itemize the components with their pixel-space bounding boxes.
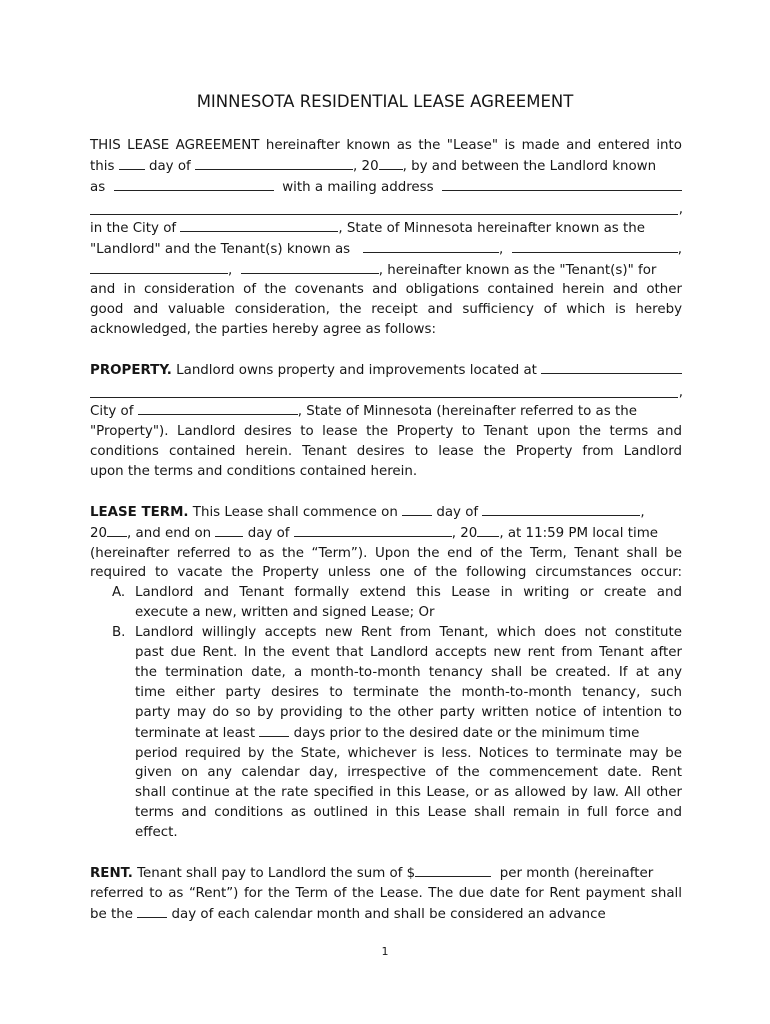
intro-line-10: acknowledged, the parties hereby agree as follows: <box>90 322 436 338</box>
document-body <box>90 136 682 925</box>
commence-year-blank[interactable] <box>107 523 127 537</box>
rent-section <box>90 863 682 925</box>
property-heading: PROPERTY. <box>90 363 172 379</box>
rent-heading: RENT. <box>90 866 133 882</box>
lease-term-line-1: LEASE TERM. This Lease shall commence on day of , <box>90 502 682 523</box>
lease-term-line-3: (hereinafter referred to as the “Term”). Upon the end of the Term, Tenant shall be <box>90 545 682 561</box>
lease-term-conditions-list <box>90 583 682 843</box>
intro-line-5: in the City of , State of Minnesota hereinafter known as the <box>90 218 682 239</box>
intro-line-2: this day of , 20 , by and between the Landlord known <box>90 156 682 177</box>
property-line-5: conditions contained herein. Tenant desires to lease the Property from Landlord <box>90 443 682 459</box>
rent-amount-blank[interactable] <box>415 863 491 877</box>
lease-month-blank[interactable] <box>195 156 353 170</box>
notice-days-line: terminate at least days prior to the desired date or the minimum time <box>135 723 682 744</box>
property-address-blank[interactable] <box>541 360 682 374</box>
end-year-blank[interactable] <box>477 523 499 537</box>
property-line-3: City of , State of Minnesota (hereinafter referred to as the <box>90 401 682 422</box>
rent-line-3: be the day of each calendar month and shall be considered an advance <box>90 904 682 925</box>
intro-line-7: , , hereinafter known as the "Tenant(s)" for <box>90 260 682 281</box>
intro-line-9: good and valuable consideration, the receipt and sufficiency of which is hereby <box>90 302 682 318</box>
condition-item-b: B. Landlord willingly accepts new Rent from Tenant, which does not constitute past due Rent. In the event that Landlord accepts new rent from Tenant after the termination date, a month-to-month tenancy shall be created. If at any time either party desires to terminate the month-to-month tenancy, such party may do so by providing to the other party written notice of intention to terminate at least days prior to the desired date or the minimum time period required by the State, whichever is less. Notices to terminate may be given on any calendar day, irrespective of the commencement date. Rent shall continue at the rate specified in this Lease, or as allowed by law. All other terms and conditions as outlined in this Lease shall remain in full force and effect. <box>112 625 682 841</box>
lease-year-blank[interactable] <box>379 156 403 170</box>
property-line-1: PROPERTY. Landlord owns property and improvements located at <box>90 360 682 381</box>
end-day-blank[interactable] <box>215 523 243 537</box>
intro-section <box>90 136 682 340</box>
condition-marker-a: A. <box>112 585 126 601</box>
notice-days-blank[interactable] <box>259 723 289 737</box>
lease-term-heading: LEASE TERM. <box>90 504 189 520</box>
commence-month-blank[interactable] <box>482 502 640 516</box>
tenant-name-blank-2[interactable] <box>512 239 678 253</box>
landlord-address-blank-2[interactable]: , <box>90 198 678 215</box>
property-line-4: "Property"). Landlord desires to lease the Property to Tenant upon the terms and <box>90 423 682 439</box>
property-section <box>90 360 682 482</box>
lease-term-section <box>90 502 682 843</box>
landlord-address-blank[interactable] <box>442 177 682 191</box>
tenant-name-blank-3[interactable] <box>90 260 228 274</box>
tenant-name-blank-4[interactable] <box>241 260 379 274</box>
rent-line-2: referred to as “Rent”) for the Term of the Lease. The due date for Rent payment shall <box>90 886 682 901</box>
property-address-blank-2[interactable]: , <box>90 381 678 398</box>
lease-term-line-4: required to vacate the Property unless one of the following circumstances occur: <box>90 565 682 581</box>
commence-day-blank[interactable] <box>402 502 432 516</box>
document-title: MINNESOTA RESIDENTIAL LEASE AGREEMENT <box>196 92 574 111</box>
property-line-6: upon the terms and conditions contained herein. <box>90 463 418 479</box>
condition-marker-b: B. <box>112 625 126 641</box>
intro-line-1: THIS LEASE AGREEMENT hereinafter known as the "Lease" is made and entered into <box>90 138 682 153</box>
lease-day-blank[interactable] <box>119 156 145 170</box>
property-city-blank[interactable] <box>138 401 298 415</box>
tenant-name-blank-1[interactable] <box>363 239 499 253</box>
end-month-blank[interactable] <box>294 523 452 537</box>
landlord-city-blank[interactable] <box>180 218 338 232</box>
lease-term-line-2: 20 , and end on day of , 20 , at 11:59 PM local time <box>90 523 682 544</box>
intro-line-6: "Landlord" and the Tenant(s) known as , , <box>90 239 682 260</box>
rent-due-day-blank[interactable] <box>137 904 167 918</box>
condition-item-a: A. Landlord and Tenant formally extend this Lease in writing or create and execute a new, written and signed Lease; Or <box>112 585 682 621</box>
intro-line-8: and in consideration of the covenants and obligations contained herein and other <box>90 282 682 298</box>
page-number: 1 <box>381 945 389 958</box>
landlord-name-blank[interactable] <box>114 177 274 191</box>
rent-line-1: RENT. Tenant shall pay to Landlord the sum of $ per month (hereinafter <box>90 863 682 884</box>
intro-line-3: as with a mailing address <box>90 177 682 198</box>
